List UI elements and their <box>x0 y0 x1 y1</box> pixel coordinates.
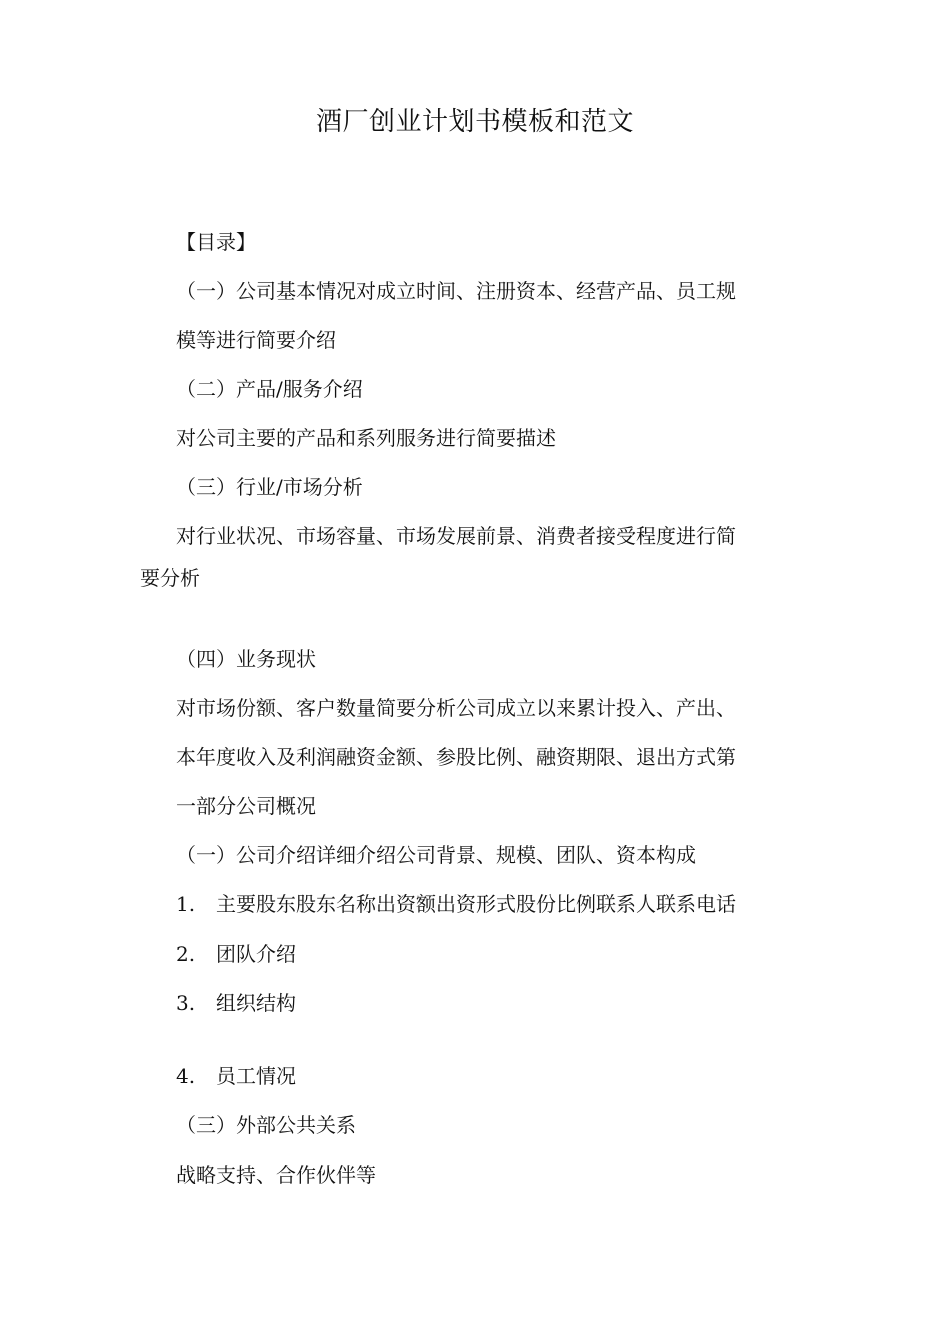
list-item-text: 主要股东股东名称出资额出资形式股份比例联系人联系电话 <box>216 892 736 916</box>
external-relations-heading: （三）外部公共关系 <box>176 1113 356 1137</box>
section-3-heading: （三）行业/市场分析 <box>176 475 363 499</box>
list-item-number: 2. <box>176 942 196 966</box>
section-1-line-1: （一）公司基本情况对成立时间、注册资本、经营产品、员工规 <box>176 279 736 303</box>
document-title: 酒厂创业计划书模板和范文 <box>315 107 634 137</box>
section-4-line-2: 本年度收入及利润融资金额、参股比例、融资期限、退出方式第 <box>176 745 736 769</box>
company-intro-heading: （一）公司介绍详细介绍公司背景、规模、团队、资本构成 <box>176 843 696 867</box>
toc-heading: 【目录】 <box>176 230 256 254</box>
list-item <box>176 940 296 968</box>
section-2-body: 对公司主要的产品和系列服务进行简要描述 <box>176 426 556 450</box>
section-1-line-2: 模等进行简要介绍 <box>176 328 336 352</box>
section-4-line-1: 对市场份额、客户数量简要分析公司成立以来累计投入、产出、 <box>176 696 736 720</box>
list-item-text: 团队介绍 <box>216 942 296 966</box>
list-item-number: 1. <box>176 892 196 916</box>
list-item <box>176 890 736 918</box>
external-relations-body: 战略支持、合作伙伴等 <box>176 1163 376 1187</box>
list-item-text: 组织结构 <box>216 991 296 1015</box>
section-3-line-1: 对行业状况、市场容量、市场发展前景、消费者接受程度进行简 <box>176 524 736 548</box>
list-item <box>176 989 296 1017</box>
list-item <box>176 1062 296 1090</box>
section-3-line-2: 要分析 <box>140 566 200 590</box>
list-item-number: 4. <box>176 1064 196 1088</box>
section-2-heading: （二）产品/服务介绍 <box>176 377 363 401</box>
section-4-line-3: 一部分公司概况 <box>176 794 316 818</box>
section-4-heading: （四）业务现状 <box>176 647 316 671</box>
list-item-text: 员工情况 <box>216 1064 296 1088</box>
list-item-number: 3. <box>176 991 196 1015</box>
